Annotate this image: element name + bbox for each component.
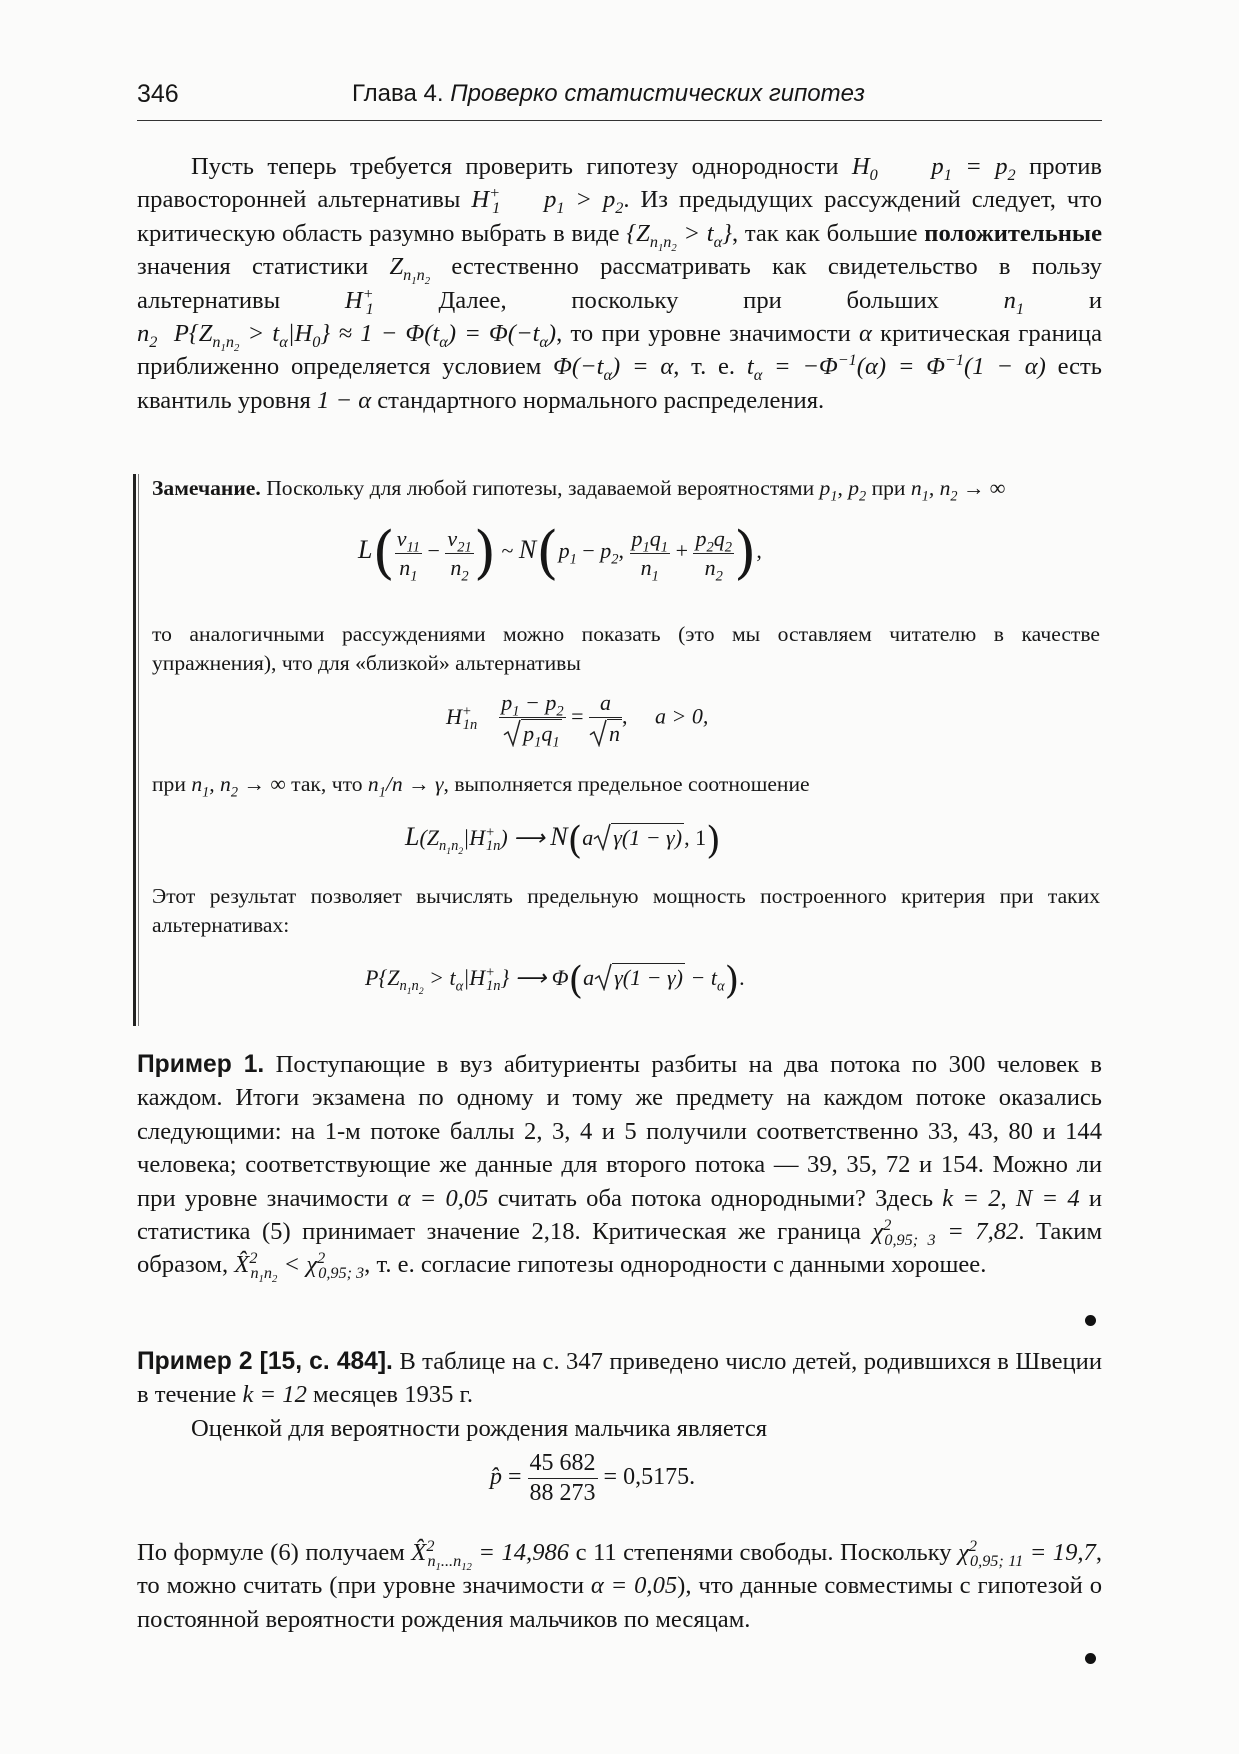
math-critical-region: $\{Z_{n_1n_2} > t_\alpha\}$ xyxy=(626,219,732,254)
math-chi-critical: $\chi^2_{0,95; 3} = 7,82$ xyxy=(872,1215,1019,1249)
example-2-label: Пример 2 [15, с. 484]. xyxy=(137,1348,393,1375)
paragraph-homogeneity-test: Пусть теперь требуется проверить гипотезу однородности $H_0$ $p_1 = p_2$ против правосторонней альтернативы $H^+_1$ $p_1 > p_2$. Из предыдущих рассуждений следует, что критическую область разумно выбрать в виде $\{Z_{n_1n_2} > t_\alpha\}$, так как большие положительные значения статистики $Z_{n_1n_2}$ естественно рассматривать как свидетельство в пользу альтернативы $H^+_1$ Далее, поскольку при больших $n_1$ и $n_2$ $P\{Z_{n_1n_2} > t_\alpha|H_0\} \approx 1 - \Phi(t_\alpha) = \Phi(-t_\alpha)$, то при уровне значимости α критическая граница приближенно определяется условием $\Phi(-t_\alpha) = \alpha$, т. е. $t_\alpha = -\Phi^{-1}(\alpha) = \Phi^{-1}(1 - \alpha)$ есть квантиль уровня 1 − α стандартного нормального распределения. xyxy=(137,153,1103,414)
math-h1-plus: $H^+_1$ xyxy=(471,184,501,218)
paragraph-estimate-intro: Оценкой для вероятности рождения мальчика является xyxy=(191,1415,768,1442)
remark-analog-text: то аналогичными рассуждениями можно показать (это мы оставляем читателю в качестве упражнения), что для «близкой» альтернативы xyxy=(152,622,1100,675)
math-phi-condition: $\Phi(-t_\alpha) = \alpha$ xyxy=(553,353,674,385)
math-x-hat-statistic: X̂$^2_{n_1...n_{12}}$ = 14,986 xyxy=(411,1536,570,1574)
remark-title: Замечание. xyxy=(152,476,261,500)
remark-margin-rule xyxy=(133,474,136,1026)
math-h0: $H_0$ xyxy=(851,153,878,184)
remark-power-text: Этот результат позволяет вычислять предельную мощность построенного критерия при таких альтернативах: xyxy=(152,884,1100,937)
remark-intro: Замечание. Поскольку для любой гипотезы, задаваемой вероятностями $p_1$, $p_2$ при $n_1$, $n_2$ → ∞ xyxy=(152,476,1006,505)
end-of-example-marker-2 xyxy=(1085,1653,1096,1664)
math-chi-critical-11: $\chi^2_{0,95; 11} = 19,7$ xyxy=(958,1536,1096,1570)
math-chi-comparison: X̂$^2_{n_1n_2}$ < $\chi^2_{0,95; 3}$ xyxy=(234,1249,365,1286)
example-2: Пример 2 [15, с. 484]. В таблице на с. 347 приведено число детей, родившихся в Швеции в течение k = 12 месяцев 1935 г. xyxy=(137,1348,1102,1409)
math-z-statistic: $Z_{n_1n_2}$ xyxy=(389,253,431,288)
example-1-label: Пример 1. xyxy=(137,1051,265,1078)
equation-asymptotic-normality: L( $\frac{\nu_{11}}{n_1}$ − $\frac{\nu_{21}}{n_2}$ ) ~ $N(p_1 - p_2$, $\frac{p_1q_1}{n_1}$ + $\frac{p_2q_2}{n_2}$ ), xyxy=(358,520,762,586)
running-header xyxy=(137,80,1102,121)
math-p1-eq-p2: $p_1 = p_2$ xyxy=(931,153,1016,184)
example-1: Пример 1. Поступающие в вуз абитуриенты разбиты на два потока по 300 человек в каждом. Итоги экзамена по одному и тому же предмету на каждом потоке оказались следующими: на 1-м потоке баллы 2, 3, 4 и 5 получили соответственно 33, 43, 80 и 144 человека; соответствующие же данные для второго потока — 39, 35, 72 и 154. Можно ли при уровне значимости α = 0,05 считать оба потока однородными? Здесь k = 2, N = 4 и статистика (5) принимает значение 2,18. Критическая же граница $\chi^2_{0,95; 3} = 7,82$. Таким образом, X̂$^2_{n_1n_2}$ < $\chi^2_{0,95; 3}$, т. е. согласие гипотезы однородности с данными хорошее. xyxy=(137,1051,1103,1286)
math-h1-plus-2: $H^+_1$ xyxy=(344,284,374,318)
equation-limit-relation: $L(Z_{n_1n_2}|H^+_{1n})$ ⟶ N(a γ(1 − γ), 1) xyxy=(405,818,721,862)
chapter-label: Глава 4. xyxy=(352,80,444,107)
paragraph-conclusion: По формуле (6) получаем X̂$^2_{n_1...n_{12}}$ = 14,986 с 11 степенями свободы. Поскольку $\chi^2_{0,95; 11} = 19,7$, то можно считать (при уровне значимости α = 0,05), что данные совместимы с гипотезой о постоянной вероятности рождения мальчиков по месяцам. xyxy=(137,1536,1103,1633)
equation-close-alternative: $H^+_{1n}$ $\frac{p_1 - p_2}{p_1q_1}$ = $\frac{a}{n}$ , a > 0, xyxy=(446,690,709,751)
remark-margin-rule-thin xyxy=(138,474,139,1026)
chapter-title: Проверко статистических гипотез xyxy=(450,80,865,107)
remark-limit-intro: при $n_1$, $n_2$ → ∞ так, что $n_1/n \to \gamma$, выполняется предельное соотношение xyxy=(152,772,810,801)
equation-probability-estimate: p̂ = $\frac{45 682}{88 273}$ = 0,5175. xyxy=(490,1450,696,1506)
math-quantile: $t_\alpha = -\Phi^{-1}(\alpha) = \Phi^{-1}(1 - \alpha)$ xyxy=(746,351,1046,385)
equation-limiting-power: $P\{Z_{n_1n_2} > t_\alpha|H^+_{1n}\}$ ⟶ Φ(a $\gamma(1 - \gamma) - t_\alpha$). xyxy=(365,958,745,1002)
math-probability-approx: $P\{Z_{n_1n_2} > t_\alpha|H_0\} \approx 1 - \Phi(t_\alpha) = \Phi(-t_\alpha)$ xyxy=(173,320,557,355)
chapter-heading xyxy=(352,80,865,108)
math-p1-gt-p2: $p_1 > p_2$ xyxy=(544,186,624,218)
page-number: 346 xyxy=(137,80,179,108)
end-of-example-marker xyxy=(1085,1315,1096,1326)
